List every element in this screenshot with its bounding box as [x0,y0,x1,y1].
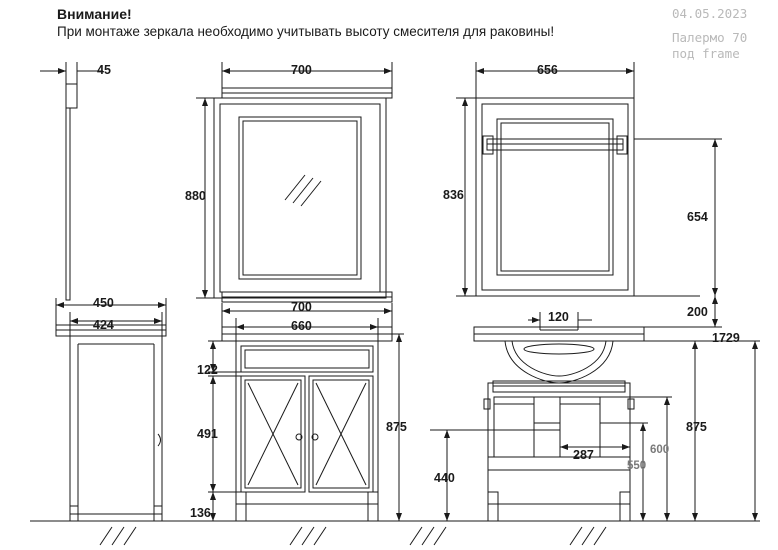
side-view-cabinet [70,336,162,521]
floor-hatch [100,527,606,545]
label-656: 656 [537,63,558,77]
rear-view-sink [474,327,644,383]
label-836: 836 [443,188,464,202]
label-654: 654 [687,210,708,224]
label-875-rear: 875 [686,420,707,434]
front-view-mirror [214,88,392,302]
label-122: 122 [197,363,218,377]
front-view-cabinet [222,327,392,521]
rear-view-mirror [476,98,634,296]
side-view-mirror [66,84,77,300]
label-660: 660 [291,319,312,333]
warning-title: Внимание! [57,6,132,22]
stamp-model: Палермо 70 [672,30,748,45]
stamp-note: под frame [672,46,740,61]
label-287: 287 [573,448,594,462]
rear-view-cabinet-section [484,381,634,521]
label-120: 120 [548,310,569,324]
label-700-cabinet: 700 [291,300,312,314]
label-136: 136 [190,506,211,520]
label-550: 550 [627,460,647,472]
label-1729: 1729 [712,331,740,345]
warning-text: При монтаже зеркала необходимо учитывать высоту смесителя для раковины! [57,24,555,39]
label-200: 200 [687,305,708,319]
label-45: 45 [97,63,111,77]
label-875-front: 875 [386,420,407,434]
stamp-date: 04.05.2023 [672,6,748,21]
label-491: 491 [197,427,218,441]
label-880: 880 [185,189,206,203]
label-450: 450 [93,296,114,310]
label-700-mirror: 700 [291,63,312,77]
label-424: 424 [93,318,114,332]
label-600: 600 [650,444,670,456]
label-440: 440 [434,471,455,485]
